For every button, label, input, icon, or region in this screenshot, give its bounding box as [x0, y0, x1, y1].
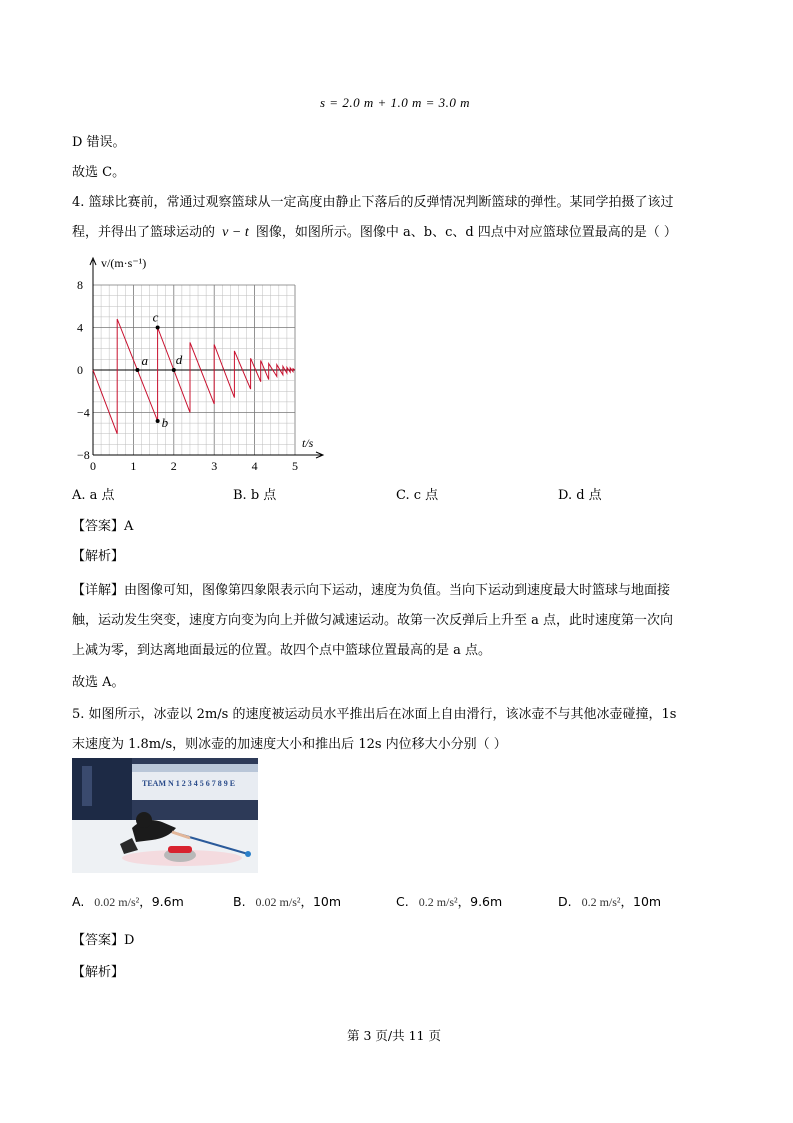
q4-option-b[interactable]: B. b 点 — [233, 488, 277, 503]
q5-option-a[interactable] — [72, 892, 184, 910]
q5-option-a-acc: 0.02 m/s² — [94, 895, 140, 909]
y-tick-label: 8 — [77, 278, 83, 292]
q4-line-2 — [72, 221, 677, 241]
q4-line-2a: 程，并得出了篮球运动的 — [72, 225, 216, 240]
y-tick-label: 4 — [77, 320, 83, 335]
x-tick-label: 2 — [170, 459, 177, 473]
vt-graph — [60, 250, 340, 475]
q4-conclusion: 故选 A。 — [72, 675, 125, 690]
q5-line-1: 5. 如图所示，冰壶以 2m/s 的速度被运动员水平推出后在冰面上自由滑行，该冰壶不与其他冰壶碰撞，1s — [72, 707, 677, 722]
q5-option-c-letter: C. — [396, 894, 409, 909]
q5-option-c-disp: ，9.6m — [457, 894, 503, 909]
graph-axes — [90, 258, 323, 458]
x-tick-label: 5 — [292, 459, 298, 473]
point-label-a: a — [141, 353, 148, 368]
q5-option-a-letter: A. — [72, 894, 85, 909]
curling-illustration — [72, 758, 258, 873]
y-tick-label: −8 — [77, 448, 90, 462]
equation-line: s = 2.0 m + 1.0 m = 3.0 m — [320, 95, 471, 110]
x-tick-label: 1 — [130, 459, 137, 473]
x-tick-label: 4 — [251, 459, 258, 473]
q5-option-a-disp: ，9.6m — [139, 894, 184, 909]
q4-detail-1: 【详解】由图像可知，图像第四象限表示向下运动，速度为负值。当向下运动到速度最大时篮球与地面接 — [72, 583, 671, 598]
q5-option-c-acc: 0.2 m/s² — [418, 895, 458, 909]
prev-conclusion-2: 故选 C。 — [72, 165, 126, 180]
q5-option-c[interactable] — [396, 892, 502, 910]
point-b — [156, 419, 160, 423]
q5-analysis-heading: 【解析】 — [72, 965, 125, 980]
point-a — [135, 368, 139, 372]
point-label-d: d — [175, 352, 183, 367]
q4-line-1: 4. 篮球比赛前，常通过观察篮球从一定高度由静止下落后的反弹情况判断篮球的弹性。某同学拍摄了该过 — [72, 195, 674, 210]
scoreboard-text: TEAM N 1 2 3 4 5 6 7 8 9 E — [142, 779, 236, 788]
velocity-curve — [93, 319, 295, 434]
q5-line-2: 末速度为 1.8m/s，则冰壶的加速度大小和推出后 12s 内位移大小分别（ ） — [72, 737, 507, 752]
point-label-c: c — [152, 309, 159, 325]
q4-option-c[interactable]: C. c 点 — [396, 488, 439, 503]
q5-option-b[interactable] — [233, 892, 341, 910]
y-tick-label: 0 — [77, 363, 83, 377]
q4-answer: 【答案】A — [72, 519, 134, 534]
q5-option-d-letter: D. — [558, 894, 572, 909]
q5-option-b-acc: 0.02 m/s² — [255, 895, 301, 909]
q5-answer: 【答案】D — [72, 933, 135, 948]
y-tick-label: −4 — [77, 405, 90, 420]
point-d — [172, 368, 176, 372]
q4-analysis-heading: 【解析】 — [72, 549, 125, 564]
graph-ticks — [77, 278, 298, 473]
x-tick-label: 3 — [211, 459, 218, 473]
point-c — [156, 326, 160, 330]
q4-option-a[interactable]: A. a 点 — [72, 488, 115, 503]
q5-option-b-letter: B. — [233, 894, 246, 909]
x-tick-label: 0 — [90, 459, 96, 473]
page-footer: 第 3 页/共 11 页 — [347, 1028, 441, 1043]
q5-option-b-disp: ，10m — [300, 894, 342, 909]
q4-option-d[interactable]: D. d 点 — [558, 488, 602, 503]
q5-option-d-acc: 0.2 m/s² — [581, 895, 621, 909]
x-axis-label: t/s — [302, 436, 314, 450]
y-axis-label: v/(m·s⁻¹) — [101, 256, 147, 270]
prev-conclusion-1: D 错误。 — [72, 135, 126, 150]
q4-line-2b: 图像，如图所示。图像中 a、b、c、d 四点中对应篮球位置最高的是（ ） — [255, 225, 677, 240]
curling-photo — [72, 758, 258, 873]
q5-option-d[interactable] — [558, 892, 661, 910]
vt-symbol: v − t — [222, 225, 249, 240]
q4-detail-3: 上减为零，到达离地面最远的位置。故四个点中篮球位置最高的是 a 点。 — [72, 643, 492, 658]
q5-option-d-disp: ，10m — [620, 894, 662, 909]
point-label-b: b — [161, 415, 169, 430]
q4-detail-2: 触，运动发生突变，速度方向变为向上并做匀减速运动。故第一次反弹后上升至 a 点，此时速度第一次向 — [72, 613, 674, 628]
